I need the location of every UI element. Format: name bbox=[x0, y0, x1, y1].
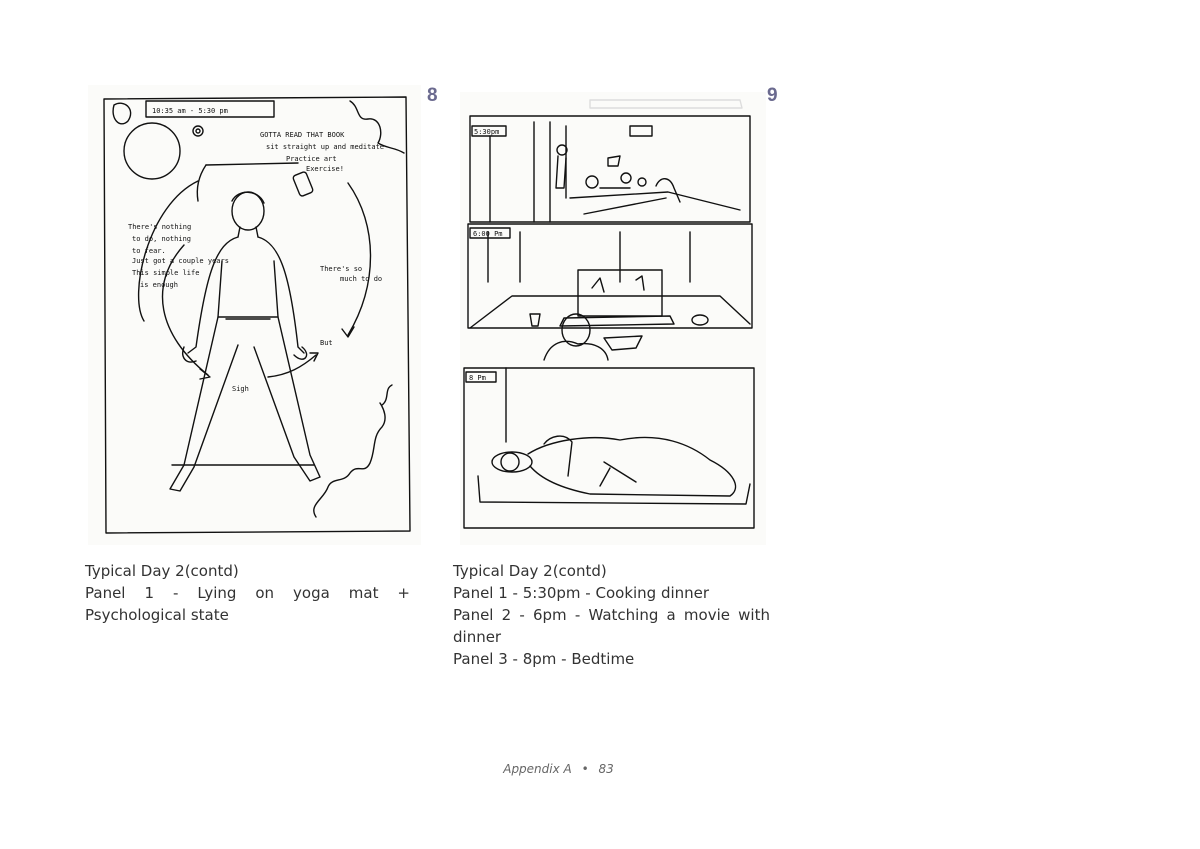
storyboard-sketch-8 bbox=[88, 85, 421, 545]
time-label: 10:35 am - 5:30 pm bbox=[152, 107, 228, 115]
scribble-top-left bbox=[113, 103, 131, 124]
svg-text:Sigh: Sigh bbox=[232, 385, 249, 393]
svg-text:sit straight up and meditate: sit straight up and meditate bbox=[266, 143, 385, 151]
footer-section: Appendix A bbox=[503, 762, 572, 776]
panel-2-laptop-drawing bbox=[468, 224, 752, 360]
svg-text:Exercise!: Exercise! bbox=[306, 165, 344, 173]
caption-line: Panel 1 - 5:30pm - Cooking dinner bbox=[453, 584, 710, 602]
svg-text:to fear.: to fear. bbox=[132, 247, 166, 255]
panel-3-bed-drawing bbox=[464, 368, 754, 528]
caption-right bbox=[453, 560, 770, 670]
storyboard-sketch-9 bbox=[460, 92, 766, 545]
caption-left bbox=[85, 560, 410, 626]
svg-text:There's so: There's so bbox=[320, 265, 363, 273]
footer-page-number: 83 bbox=[598, 762, 614, 776]
page-number-9: 9 bbox=[767, 85, 778, 106]
caption-line: Panel 1 - Lying on yoga mat + Psychological state bbox=[85, 584, 410, 624]
standing-figure-drawing bbox=[170, 192, 320, 491]
page-footer bbox=[0, 762, 1117, 776]
svg-text:Just got a couple years: Just got a couple years bbox=[132, 257, 229, 265]
page-number-8: 8 bbox=[427, 85, 438, 106]
caption-line: Panel 3 - 8pm - Bedtime bbox=[453, 650, 635, 668]
svg-text:GOTTA READ THAT BOOK: GOTTA READ THAT BOOK bbox=[260, 131, 345, 139]
caption-title: Typical Day 2(contd) bbox=[453, 562, 607, 580]
svg-text:is enough: is enough bbox=[140, 281, 178, 289]
clock-drawing bbox=[124, 123, 180, 179]
svg-text:6:00 Pm: 6:00 Pm bbox=[473, 230, 503, 238]
caption-line: Panel 2 - 6pm - Watching a movie with dinner bbox=[453, 606, 770, 646]
svg-text:Practice art: Practice art bbox=[286, 155, 337, 163]
panel-1-kitchen-drawing bbox=[470, 116, 750, 222]
svg-text:This simple life: This simple life bbox=[132, 269, 200, 277]
svg-text:But: But bbox=[320, 339, 333, 347]
svg-text:to do, nothing: to do, nothing bbox=[132, 235, 192, 243]
svg-text:much to do: much to do bbox=[340, 275, 383, 283]
caption-title: Typical Day 2(contd) bbox=[85, 562, 239, 580]
svg-text:5:30pm: 5:30pm bbox=[474, 128, 500, 136]
sketch-frame bbox=[104, 97, 410, 533]
svg-text:8 Pm: 8 Pm bbox=[469, 374, 486, 382]
footer-separator: • bbox=[581, 762, 589, 776]
svg-text:There's nothing: There's nothing bbox=[128, 223, 192, 231]
